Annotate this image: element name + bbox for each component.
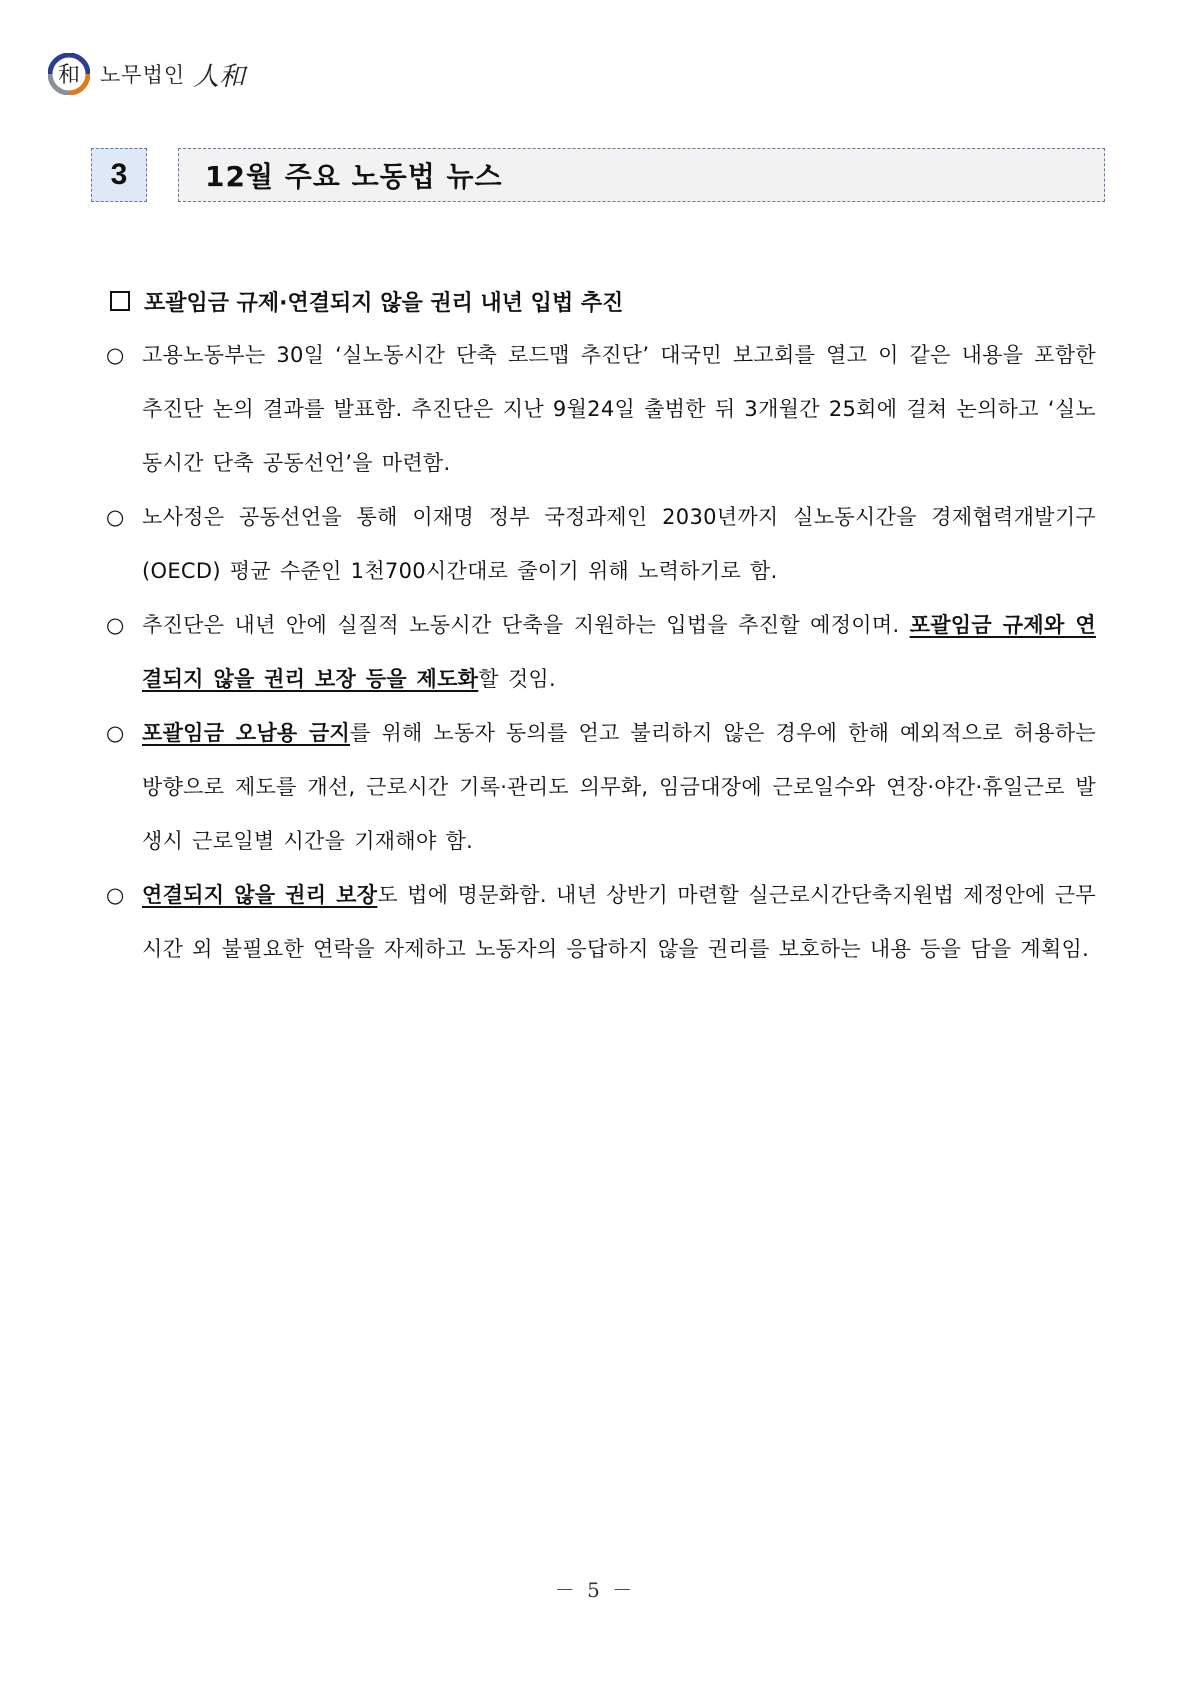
logo-text: 노무법인 [100,63,186,87]
circle-bullet-icon: ○ [106,721,125,745]
item-text-tail: 를 위해 노동자 동의를 얻고 불리하지 않은 경우에 한해 예외적으로 허용하는 방향으로 제도를 개선, 근로시간 기록·관리도 의무화, 임금대장에 근로일수와 연장·야간·휴일근로 발생시 근로일별 시간을 기재해야 함. [142,721,1096,853]
list-item [106,868,1096,976]
company-logo [48,52,245,96]
item-emphasis: 포괄임금 오남용 금지 [142,721,351,745]
item-text-tail: 도 법에 명문화함. 내년 상반기 마련할 실근로시간단축지원법 제정안에 근무시간 외 불필요한 연락을 자제하고 노동자의 응답하지 않을 권리를 보호하는 내용 등을 담을 계획임. [142,883,1096,961]
list-item [106,706,1096,868]
circle-bullet-icon: ○ [106,613,125,637]
circle-bullet-icon: ○ [106,883,125,907]
list-item [106,598,1096,706]
logo-emblem-icon [48,53,90,95]
logo-mark-char: 和 [57,63,81,88]
item-text: 고용노동부는 30일 ‘실노동시간 단축 로드맵 추진단’ 대국민 보고회를 열고 이 같은 내용을 포함한 추진단 논의 결과를 발표함. 추진단은 지난 9월24일 출범한 뒤 3개월간 25회에 걸쳐 논의하고 ‘실노동시간 단축 공동선언’을 마련함. [142,343,1096,475]
subheading [106,274,1096,328]
item-text-tail: 할 것임. [478,667,556,691]
logo-script: 人和 [193,61,246,92]
item-emphasis: 연결되지 않을 권리 보장 [142,883,378,907]
circle-bullet-icon: ○ [106,505,125,529]
article-body [106,274,1096,976]
section-number: 3 [91,148,147,202]
subheading-text: 포괄임금 규제·연결되지 않을 권리 내년 입법 추진 [144,290,624,316]
item-emphasis: 포괄임금 규제와 연결되지 않을 권리 보장 등을 제도화 [142,613,1096,691]
list-item [106,490,1096,598]
section-title: 12월 주요 노동법 뉴스 [178,148,1105,202]
page-number: － 5 － [554,1578,636,1602]
list-item [106,328,1096,490]
circle-bullet-icon: ○ [106,343,125,367]
square-bullet-icon [110,291,130,311]
item-text: 추진단은 내년 안에 실질적 노동시간 단축을 지원하는 입법을 추진할 예정이며. [142,613,910,637]
item-text: 노사정은 공동선언을 통해 이재명 정부 국정과제인 2030년까지 실노동시간을 경제협력개발기구(OECD) 평균 수준인 1천700시간대로 줄이기 위해 노력하기로 함. [142,505,1096,583]
